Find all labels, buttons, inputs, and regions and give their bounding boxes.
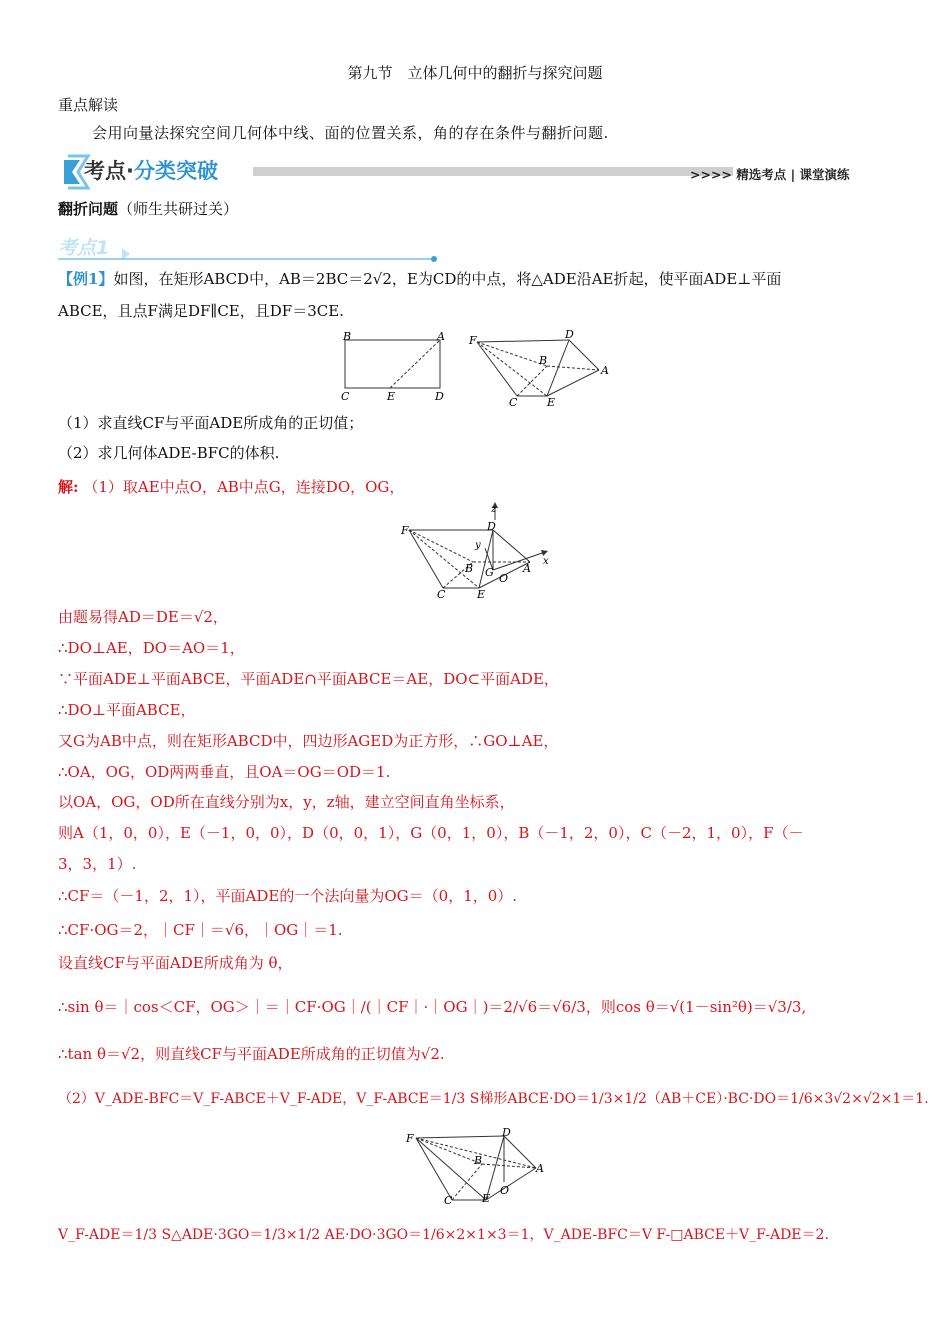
svg-text:B: B [474, 1154, 483, 1167]
svg-text:B: B [539, 354, 548, 367]
svg-text:F: F [401, 524, 409, 537]
figure-rectangle [335, 328, 455, 408]
svg-text:y: y [475, 540, 481, 551]
svg-text:B: B [465, 562, 474, 575]
page-title: 第九节 立体几何中的翻折与探究问题 [347, 64, 603, 82]
question-1: （1）求直线CF与平面ADE所成角的正切值； [58, 414, 364, 432]
solution-line-1: 由题易得AD＝DE＝√2， [58, 608, 228, 626]
solution-line-11: ∴CF·OG＝2，｜CF｜＝√6，｜OG｜＝1. [58, 921, 343, 939]
question-2: （2）求几何体ADE-BFC的体积. [58, 444, 280, 462]
solution-line-9: 3，3，1）. [58, 855, 137, 873]
svg-text:B: B [343, 330, 352, 343]
svg-text:E: E [547, 396, 556, 409]
svg-text:A: A [523, 562, 531, 575]
svg-text:x: x [543, 556, 549, 567]
kaodian-underline [58, 246, 443, 266]
solution-line-5: 又G为AB中点，则在矩形ABCD中，四边形AGED为正方形，∴GO⊥AE， [58, 732, 559, 750]
example-line-2: ABCE，且点F满足DF∥CE，且DF＝3CE. [58, 302, 344, 320]
intro-text: 会用向量法探究空间几何体中线、面的位置关系，角的存在条件与翻折问题. [92, 124, 609, 142]
svg-text:A: A [437, 330, 445, 343]
solution-line-2: ∴DO⊥AE，DO＝AO＝1， [58, 639, 245, 657]
banner-left-title: 考点·分类突破 [84, 159, 218, 183]
solution-line-16: V_F-ADE＝1/3 S△ADE·3GO＝1/3×1/2 AE·DO·3GO＝1/6×2×1×3＝1，V_ADE-BFC＝V F-□ABCE＋V_F-ADE＝2. [58, 1227, 829, 1243]
section-label: 重点解读 [58, 96, 119, 114]
kaodian-label: 考点1 [58, 237, 110, 259]
banner-right-caption: >>>> 精选考点 | 课堂演练 [690, 167, 850, 182]
svg-text:O: O [499, 572, 509, 585]
figure-volume [400, 1124, 550, 1210]
solution-line-12: 设直线CF与平面ADE所成角为 θ， [58, 954, 293, 972]
svg-text:E: E [482, 1192, 491, 1205]
example-text-1: 如图，在矩形ABCD中，AB＝2BC＝2√2，E为CD的中点，将△ADE沿AE折起，使平面ADE⊥平面 [113, 270, 782, 288]
svg-text:C: C [341, 390, 350, 403]
svg-text:F: F [406, 1132, 414, 1145]
solution-line-10: ∴CF＝（－1，2，1），平面ADE的一个法向量为OG＝（0，1，0）. [58, 887, 518, 905]
svg-text:G: G [485, 566, 494, 579]
svg-text:O: O [500, 1184, 510, 1197]
solution-head: 解: [58, 478, 79, 496]
solution-line-15: （2）V_ADE-BFC＝V_F-ABCE＋V_F-ADE，V_F-ABCE＝1/3 S梯形ABCE·DO＝1/3×1/2（AB＋CE）·BC·DO＝1/6×3√2×√2×1＝1. [58, 1091, 929, 1107]
svg-text:z: z [491, 504, 497, 515]
solution-line-6: ∴OA，OG，OD两两垂直，且OA＝OG＝OD＝1. [58, 763, 391, 781]
solution-line-8: 则A（1，0，0），E（－1，0，0），D（0，0，1），G（0，1，0），B（－1，2，0），C（－2，1，0），F（－ [58, 824, 804, 842]
svg-text:C: C [509, 396, 518, 409]
topic-bold: 翻折问题 [58, 200, 119, 218]
svg-text:D: D [502, 1126, 511, 1139]
solution-start [58, 476, 404, 497]
topic-heading [58, 198, 238, 219]
solution-line-14: ∴tan θ＝√2，则直线CF与平面ADE所成角的正切值为√2. [58, 1045, 445, 1063]
example-line-1 [58, 268, 781, 289]
solution-line-4: ∴DO⊥平面ABCE， [58, 701, 196, 719]
svg-text:D: D [487, 520, 496, 533]
svg-text:E: E [477, 588, 486, 600]
svg-text:A: A [601, 364, 609, 377]
svg-text:F: F [469, 334, 477, 347]
svg-text:E: E [387, 390, 396, 403]
solution-step-1: （1）取AE中点O，AB中点G，连接DO，OG， [83, 478, 405, 496]
solution-line-3: ∵平面ADE⊥平面ABCE，平面ADE∩平面ABCE＝AE，DO⊂平面ADE， [58, 670, 559, 688]
topic-note: （师生共研过关） [118, 200, 239, 218]
svg-text:A: A [536, 1162, 544, 1175]
figure-coordinate [395, 500, 565, 600]
svg-text:D: D [565, 328, 574, 341]
solution-line-7: 以OA，OG，OD所在直线分别为x，y，z轴，建立空间直角坐标系， [58, 793, 515, 811]
svg-text:C: C [444, 1194, 453, 1207]
solution-line-13: ∴sin θ＝｜cos＜CF，OG＞｜＝｜CF·OG｜/(｜CF｜·｜OG｜)＝2/√6＝√6/3，则cos θ＝√(1－sin²θ)＝√3/3, [58, 998, 807, 1016]
svg-text:D: D [435, 390, 444, 403]
svg-text:C: C [437, 588, 446, 600]
figure-folded [465, 326, 615, 410]
example-tag: 【例1】 [58, 270, 114, 288]
